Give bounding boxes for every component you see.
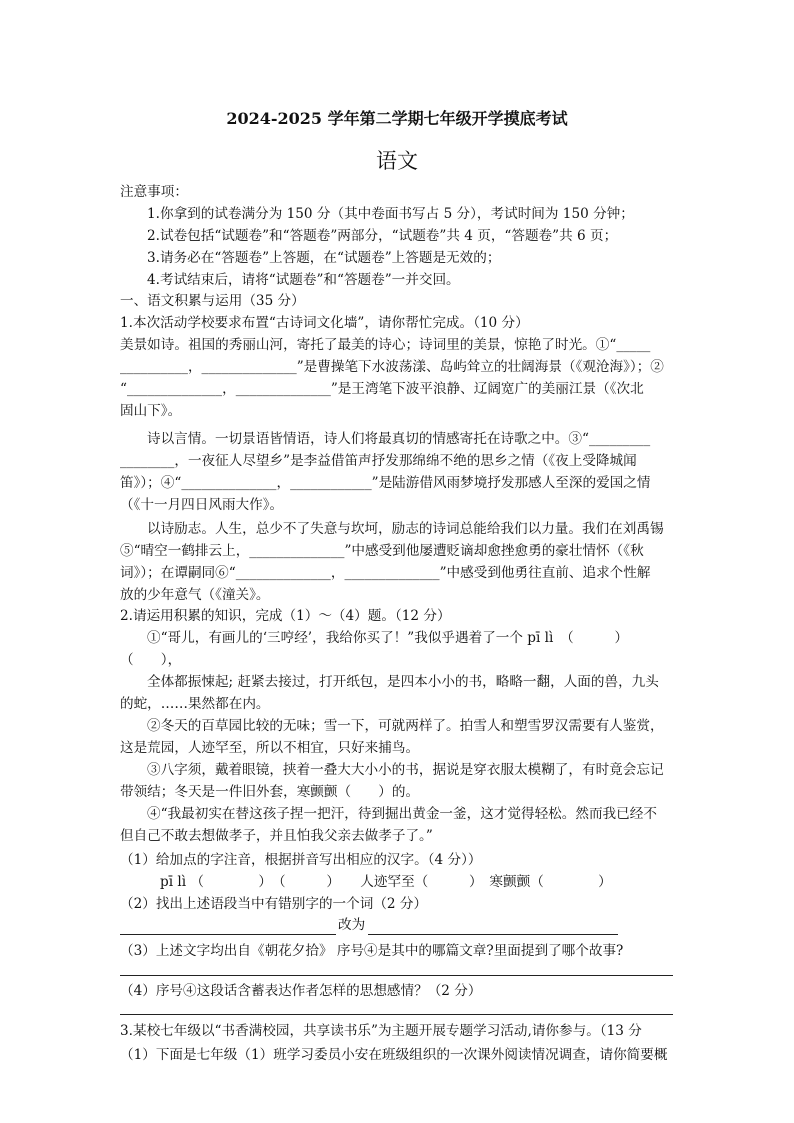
question-2-sub4: （4）序号④这段话含蓄表达作者怎样的思想感情？（2 分） bbox=[120, 983, 482, 999]
question-2-line: （ ）， bbox=[120, 652, 182, 668]
notes-item: 3.请务必在“答题卷”上答题，在“试题卷”上答题是无效的； bbox=[147, 250, 501, 266]
question-1-line: （《十一月四日风雨大作》。 bbox=[120, 497, 284, 513]
question-2-stem: 2.请运用积累的知识，完成（1）～（4）题。（12 分） bbox=[120, 608, 451, 624]
question-2-line: 但自己不敢去想做孝子，并且怕我父亲去做孝子了。” bbox=[120, 828, 433, 844]
exam-title: 2024-2025 学年第二学期七年级开学摸底考试 bbox=[226, 109, 568, 128]
subject-title: 语文 bbox=[376, 149, 418, 173]
answer-line[interactable] bbox=[120, 934, 336, 935]
question-2-line: ②冬天的百草园比较的无味；雪一下，可就两样了。拍雪人和塑雪罗汉需要有人鉴赏， bbox=[147, 718, 664, 734]
question-2-line: 带领结；冬天是一件旧外套，寒颤颤（ ）的。 bbox=[120, 784, 420, 800]
question-1-line: 词》）；在谭嗣同⑥“______________，______________”中感受到他勇往直前、追求个性解 bbox=[120, 565, 651, 581]
answer-line[interactable] bbox=[368, 934, 618, 935]
question-1-line: ________，一夜征人尽望乡”是李益借笛声抒发那绵绵不绝的思乡之情（《夜上受降城闻 bbox=[120, 453, 637, 469]
question-2-sub2: （2）找出上述语段当中有错别字的一个词（2 分） bbox=[120, 896, 428, 912]
question-1-line: “______________，______________”是王湾笔下波平浪静、辽阔宽广的美丽江景（《次北 bbox=[120, 381, 644, 397]
question-2-line: ④“我最初实在替这孩子捏一把汗，待到掘出黄金一釜，这才觉得轻松。然而我已经不 bbox=[147, 806, 657, 822]
notes-item: 2.试卷包括“试题卷”和“答题卷”两部分，“试题卷”共 4 页，“答题卷”共 6 页； bbox=[147, 228, 618, 244]
question-2-line: 的蛇，……果然都在内。 bbox=[120, 696, 270, 712]
question-2-line: 全体都振悚起; 赶紧去接过，打开纸包，是四本小小的书，略略一翻，人面的兽，九头 bbox=[147, 674, 659, 690]
answer-line[interactable] bbox=[120, 975, 673, 976]
question-1-line: 笛》）；④“______________，____________”是陆游借风雨梦境抒发那感人至深的爱国之情 bbox=[120, 475, 651, 491]
question-2-sub1: （1）给加点的字注音，根据拼音写出相应的汉字。（4 分）） bbox=[120, 852, 482, 868]
question-2-line: ①“哥儿，有画儿的‘三哼经’，我给你买了！”我似乎遇着了一个 pī lì （ ） bbox=[147, 630, 629, 646]
question-1-stem: 1.本次活动学校要求布置“古诗词文化墙”，请你帮忙完成。（10 分） bbox=[120, 315, 529, 331]
question-3-stem: 3.某校七年级以“书香满校园，共享读书乐”为主题开展专题学习活动,请你参与。（13 分 bbox=[120, 1023, 642, 1039]
question-2-line: 这是荒园，人迹罕至，所以不相宜，只好来捕鸟。 bbox=[120, 740, 420, 756]
answer-line[interactable] bbox=[120, 1014, 673, 1015]
question-3-sub1: （1）下面是七年级（1）班学习委员小安在班级组织的一次课外阅读情况调查，请你简要概 bbox=[120, 1047, 668, 1063]
question-1-line: ⑤“晴空一鹤排云上，______________”中感受到他屡遭贬谪却愈挫愈勇的豪壮情怀（《秋 bbox=[120, 543, 644, 559]
question-1-line: 诗以言情。一切景语皆情语，诗人们将最真切的情感寄托在诗歌之中。③“_________ bbox=[147, 431, 651, 447]
question-2-line: ③八字须，戴着眼镜，挟着一叠大大小小的书，据说是穿衣服太模糊了，有时竟会忘记 bbox=[147, 762, 664, 778]
question-1-line: 以诗励志。人生，总少不了失意与坎坷，励志的诗词总能给我们以力量。我们在刘禹锡 bbox=[147, 521, 664, 537]
question-1-line: 放的少年意气（《潼关》。 bbox=[120, 587, 270, 603]
question-2-sub3: （3）上述文字均出自《朝花夕拾》 序号④是其中的哪篇文章?里面提到了哪个故事? bbox=[120, 943, 624, 959]
question-1-line: 固山下》。 bbox=[120, 403, 182, 419]
question-1-line: __________，______________”是曹操笔下水波荡漾、岛屿耸立的壮阔海景（《观沧海》）；② bbox=[120, 359, 664, 375]
question-2-sub1-fill: pī lì （ ） （ ） 人迹罕至（ ） 寒颤颤（ ） bbox=[160, 874, 612, 890]
notes-heading: 注意事项： bbox=[120, 184, 188, 200]
question-2-sub2-answer: 改为 bbox=[338, 917, 366, 933]
section-heading: 一、语文积累与运用（35 分） bbox=[120, 293, 305, 309]
notes-item: 4.考试结束后，请将“试题卷”和“答题卷”一并交回。 bbox=[147, 272, 460, 288]
notes-item: 1.你拿到的试卷满分为 150 分（其中卷面书写占 5 分），考试时间为 150 分钟； bbox=[147, 206, 634, 222]
question-1-line: 美景如诗。祖国的秀丽山河，寄托了最美的诗心；诗词里的美景，惊艳了时光。①“_____ bbox=[120, 337, 651, 353]
